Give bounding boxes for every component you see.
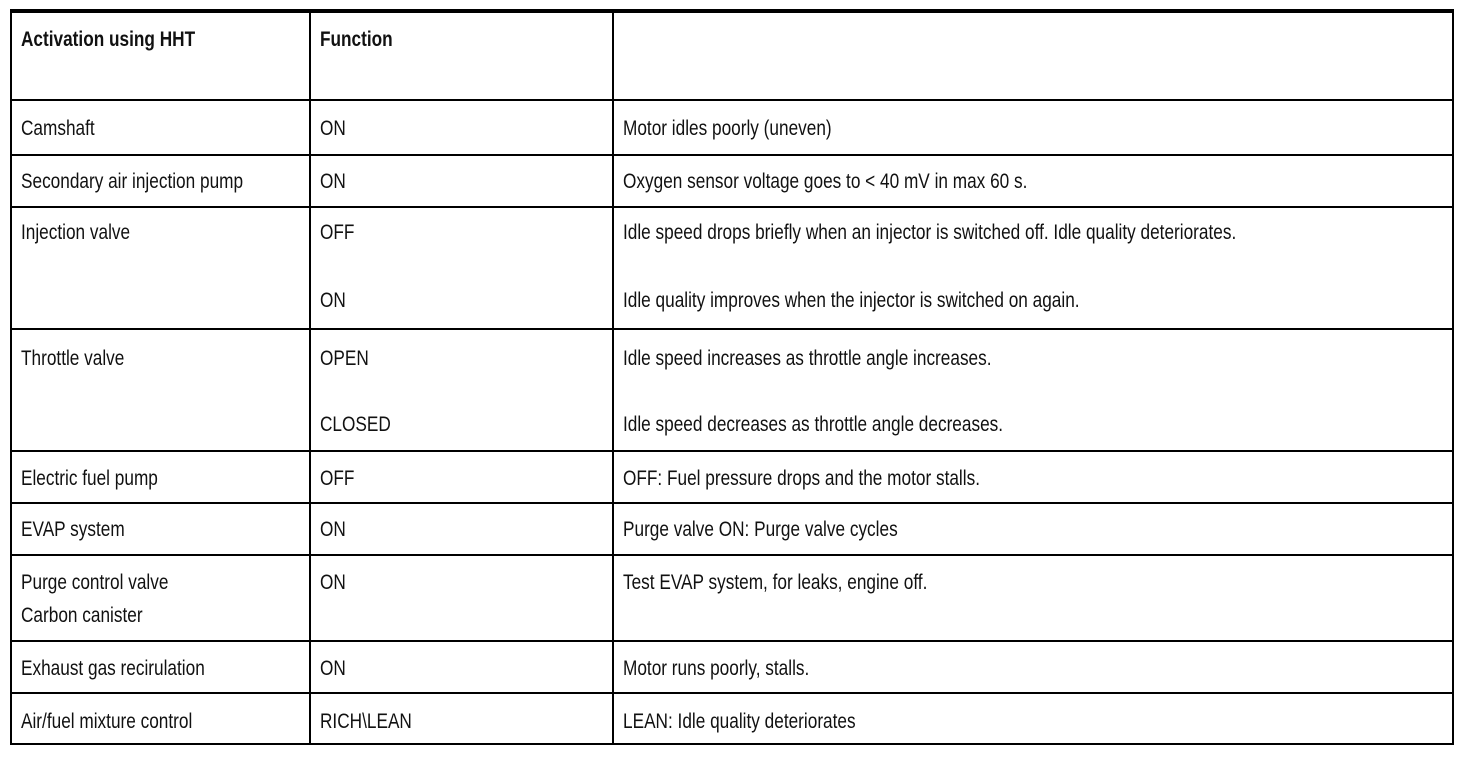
result-cell	[614, 694, 1452, 745]
function-value: OFF	[320, 221, 355, 244]
table-row	[12, 556, 1452, 642]
result-text: Oxygen sensor voltage goes to < 40 mV in max 60 s.	[623, 170, 1028, 193]
result-cell	[614, 101, 1452, 154]
table-header-row	[12, 13, 1452, 101]
table-row	[12, 642, 1452, 694]
activation-table	[10, 9, 1454, 745]
table-row	[12, 156, 1452, 208]
component-label: Purge control valve	[21, 571, 169, 594]
component-cell	[12, 330, 311, 450]
component-cell	[12, 694, 311, 745]
function-cell	[311, 208, 614, 328]
result-text: Test EVAP system, for leaks, engine off.	[623, 571, 928, 594]
result-text: Idle speed increases as throttle angle increases.	[623, 347, 992, 370]
function-value: ON	[320, 657, 346, 680]
result-cell	[614, 504, 1452, 554]
component-label: Air/fuel mixture control	[21, 710, 193, 733]
result-cell	[614, 208, 1452, 328]
function-value: OFF	[320, 467, 355, 490]
function-value: OPEN	[320, 347, 369, 370]
result-cell	[614, 642, 1452, 692]
table-row	[12, 208, 1452, 330]
table-row	[12, 452, 1452, 504]
component-label: EVAP system	[21, 518, 125, 541]
function-cell	[311, 642, 614, 692]
component-cell	[12, 642, 311, 692]
header-cell-activation	[12, 13, 311, 99]
table-row	[12, 504, 1452, 556]
function-value: ON	[320, 571, 346, 594]
function-value: RICH\LEAN	[320, 710, 412, 733]
result-text: Idle speed decreases as throttle angle decreases.	[623, 413, 1004, 436]
table-row	[12, 330, 1452, 452]
result-text: Motor runs poorly, stalls.	[623, 657, 810, 680]
component-cell	[12, 556, 311, 640]
result-cell	[614, 452, 1452, 502]
component-cell	[12, 504, 311, 554]
result-text: Idle quality improves when the injector is switched on again.	[623, 289, 1080, 312]
function-cell	[311, 556, 614, 640]
result-cell	[614, 156, 1452, 206]
function-value: ON	[320, 117, 346, 140]
table-row	[12, 694, 1452, 745]
function-cell	[311, 694, 614, 745]
component-label: Exhaust gas recirulation	[21, 657, 205, 680]
component-label: Throttle valve	[21, 347, 125, 370]
header-activation-label: Activation using HHT	[21, 28, 196, 51]
component-label: Electric fuel pump	[21, 467, 158, 490]
component-cell	[12, 208, 311, 328]
header-function-label: Function	[320, 28, 393, 51]
component-label-secondary: Carbon canister	[21, 604, 143, 627]
result-text: OFF: Fuel pressure drops and the motor stalls.	[623, 467, 980, 490]
header-cell-description	[614, 13, 1452, 99]
header-cell-function	[311, 13, 614, 99]
result-text: Motor idles poorly (uneven)	[623, 117, 832, 140]
function-cell	[311, 101, 614, 154]
result-cell	[614, 330, 1452, 450]
result-text: Purge valve ON: Purge valve cycles	[623, 518, 898, 541]
result-cell	[614, 556, 1452, 640]
result-text: Idle speed drops briefly when an injector is switched off. Idle quality deteriorates.	[623, 221, 1237, 244]
function-cell	[311, 452, 614, 502]
component-label: Secondary air injection pump	[21, 170, 244, 193]
function-value: ON	[320, 289, 346, 312]
function-value: CLOSED	[320, 413, 391, 436]
result-text: LEAN: Idle quality deteriorates	[623, 710, 856, 733]
function-value: ON	[320, 170, 346, 193]
component-cell	[12, 452, 311, 502]
function-cell	[311, 504, 614, 554]
component-label: Injection valve	[21, 221, 131, 244]
function-cell	[311, 330, 614, 450]
function-value: ON	[320, 518, 346, 541]
component-cell	[12, 101, 311, 154]
component-label: Camshaft	[21, 117, 95, 140]
component-cell	[12, 156, 311, 206]
table-row	[12, 101, 1452, 156]
function-cell	[311, 156, 614, 206]
